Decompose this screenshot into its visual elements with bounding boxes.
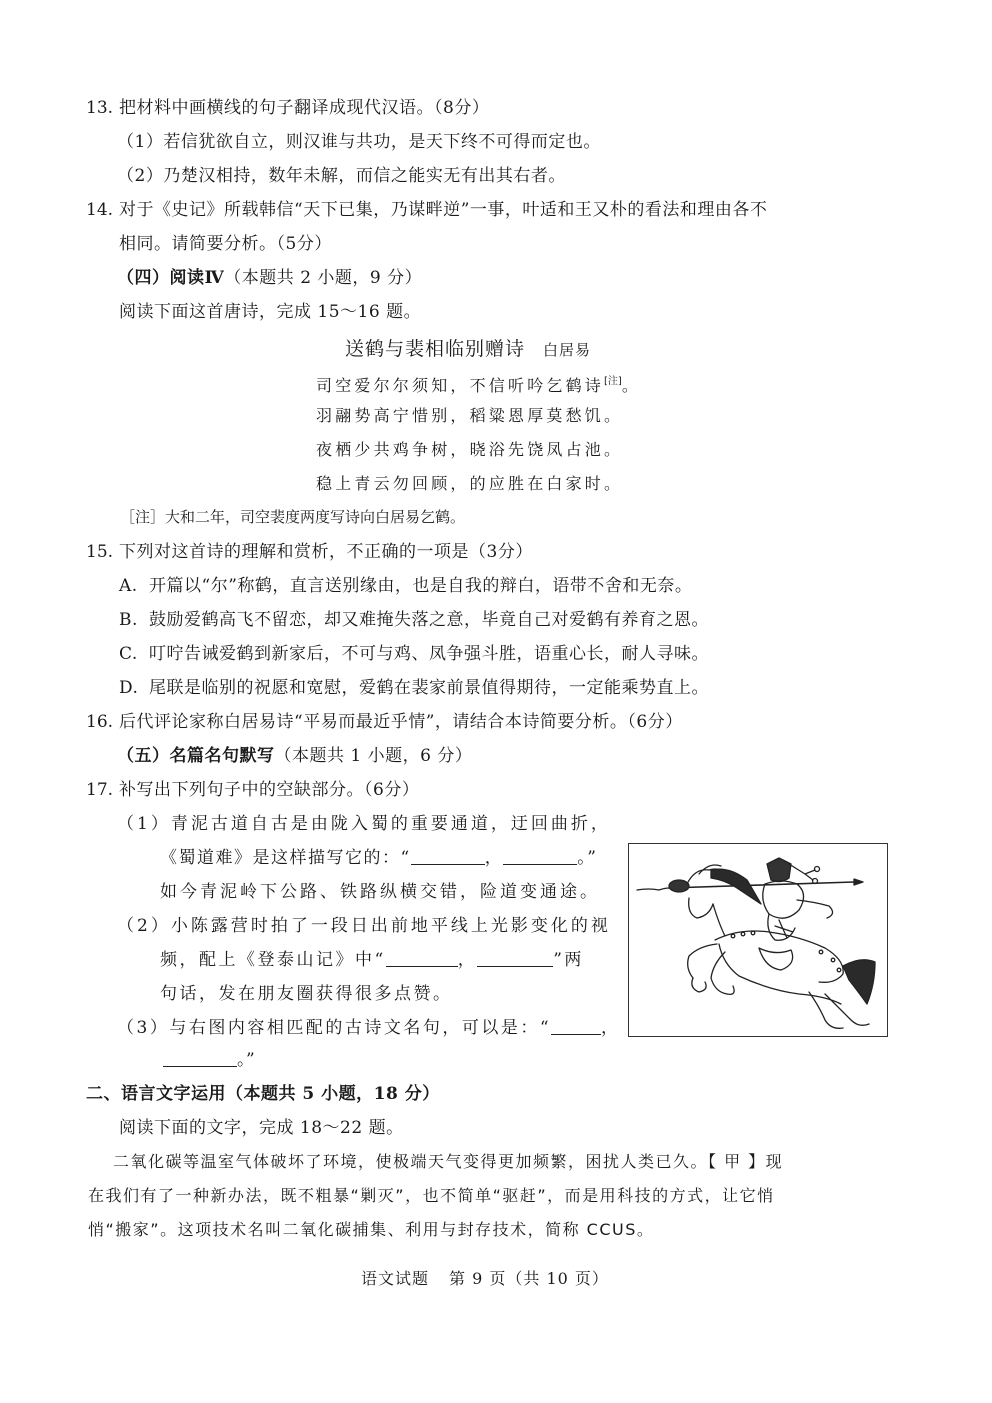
q17-item1-line2-pre: 《蜀道难》是这样描写它的：“ <box>160 848 411 868</box>
q17-item2-end: ”两 <box>553 950 584 970</box>
q17-item2-line1: （2）小陈露营时拍了一段日出前地平线上光影变化的视 <box>117 916 611 936</box>
q17-item1-sep: ， <box>484 848 504 868</box>
question-17-prompt: 补写出下列句子中的空缺部分。（6分） <box>119 780 420 800</box>
question-13-item-1: （1）若信犹欲自立，则汉谁与共功，是天下终不可得而定也。 <box>117 132 601 152</box>
poem-note-marker: [注] <box>604 376 622 387</box>
option-text: 鼓励爱鹤高飞不留恋，却又难掩失落之意，毕竟自己对爱鹤有养育之恩。 <box>149 610 709 630</box>
q17-item1-line3: 如今青泥岭下公路、铁路纵横交错，险道变通途。 <box>160 882 600 902</box>
option-letter: D. <box>119 678 139 698</box>
question-13-prompt: 把材料中画横线的句子翻译成现代汉语。（8分） <box>119 98 490 118</box>
answer-blank[interactable] <box>411 846 485 865</box>
question-15-number: 15. <box>86 542 114 562</box>
option-letter: C. <box>119 644 138 664</box>
question-15-prompt: 下列对这首诗的理解和赏析，不正确的一项是（3分） <box>119 542 533 562</box>
poem-line-1 <box>316 370 641 398</box>
footer-subject: 语文试题 <box>361 1269 430 1288</box>
q17-item1-line2 <box>160 846 597 870</box>
q17-item3-line2-end: 。” <box>237 1050 256 1070</box>
footer-page-number: 第 9 页（共 10 页） <box>449 1269 609 1288</box>
poem-line-3: 夜栖少共鸡争树，晓浴先饶凤占池。 <box>316 440 624 459</box>
poem-line-1-text: 司空爱尔尔须知，不信听吟乞鹤诗 <box>316 376 605 395</box>
question-17-number: 17. <box>86 780 114 800</box>
question-13-item-2: （2）乃楚汉相持，数年未解，而信之能实无有出其右者。 <box>117 166 566 186</box>
section-5-heading-bold: （五）名篇名句默写 <box>117 746 275 766</box>
question-16-number: 16. <box>86 712 114 732</box>
section-4-heading <box>117 266 422 290</box>
section-4-heading-rest: （本题共 2 小题，9 分） <box>224 268 423 288</box>
option-text: 叮咛告诫爱鹤到新家后，不可与鸡、凤争强斗胜，语重心长，耐人寻味。 <box>149 644 709 664</box>
poem-footnote: ［注］大和二年，司空裴度两度写诗向白居易乞鹤。 <box>120 508 466 526</box>
question-16-prompt: 后代评论家称白居易诗“平易而最近乎情”，请结合本诗简要分析。（6分） <box>119 712 683 732</box>
q17-item2-sep: ， <box>457 950 478 970</box>
passage-line-1: 二氧化碳等温室气体破坏了环境，使极端天气变得更加频繁，困扰人类已久。【 甲 】现 <box>113 1152 784 1171</box>
page-footer <box>361 1266 629 1289</box>
section-5-heading <box>117 744 472 768</box>
q17-item2-line2 <box>160 948 584 972</box>
section-5-heading-rest: （本题共 1 小题，6 分） <box>274 746 473 766</box>
q17-item1-end: 。” <box>577 848 598 868</box>
option-text: 尾联是临别的祝愿和宽慰，爱鹤在裴家前景值得期待，一定能乘势直上。 <box>149 678 709 698</box>
question-15-option-d <box>119 676 709 700</box>
poem-line-1-end: 。 <box>621 376 642 395</box>
question-13-number: 13. <box>86 98 114 118</box>
section-4-heading-bold: （四）阅读Ⅳ <box>117 268 225 288</box>
q17-item3-line2 <box>163 1048 255 1072</box>
part-2-heading: 二、语言文字运用（本题共 5 小题，18 分） <box>86 1084 440 1104</box>
answer-blank[interactable] <box>163 1048 237 1067</box>
q17-item2-line3: 句话，发在朋友圈获得很多点赞。 <box>160 984 453 1004</box>
question-15-option-c <box>119 642 709 666</box>
question-14-prompt-line1: 对于《史记》所载韩信“天下已集，乃谋畔逆”一事，叶适和王又朴的看法和理由各不 <box>119 200 768 220</box>
poem-title-row <box>345 336 591 363</box>
horseman-illustration <box>628 843 888 1037</box>
question-14-number: 14. <box>86 200 114 220</box>
answer-blank[interactable] <box>551 1016 601 1035</box>
question-15-option-a <box>119 574 692 598</box>
q17-item3-line1 <box>117 1016 621 1040</box>
answer-blank[interactable] <box>386 948 458 967</box>
section-4-instruction: 阅读下面这首唐诗，完成 15～16 题。 <box>119 302 422 322</box>
part-2-instruction: 阅读下面的文字，完成 18～22 题。 <box>119 1118 404 1138</box>
option-letter: A. <box>119 576 138 596</box>
question-14-prompt-line2: 相同。请简要分析。（5分） <box>119 234 332 254</box>
passage-line-3: 悄“搬家”。这项技术名叫二氧化碳捕集、利用与封存技术，简称 CCUS。 <box>88 1220 655 1239</box>
poem-author: 白居易 <box>543 341 592 359</box>
q17-item2-line2-pre: 频，配上《登泰山记》中“ <box>160 950 386 970</box>
horseman-drawing <box>629 844 887 1036</box>
option-text: 开篇以“尔”称鹤，直言送别缘由，也是自我的辩白，语带不舍和无奈。 <box>149 576 693 596</box>
q17-item3-line1-end: ， <box>601 1018 621 1038</box>
poem-title: 送鹤与裴相临别赠诗 <box>345 338 526 360</box>
poem-line-4: 稳上青云勿回顾，的应胜在白家时。 <box>316 474 624 493</box>
option-letter: B. <box>119 610 138 630</box>
passage-line-2: 在我们有了一种新办法，既不粗暴“剿灭”，也不简单“驱赶”，而是用科技的方式，让它悄 <box>88 1186 775 1205</box>
answer-blank[interactable] <box>503 846 577 865</box>
q17-item1-line1: （1）青泥古道自古是由陇入蜀的重要通道，迂回曲折， <box>117 814 611 834</box>
question-15-option-b <box>119 608 709 632</box>
answer-blank[interactable] <box>477 948 553 967</box>
q17-item3-line1-pre: （3）与右图内容相匹配的古诗文名句，可以是：“ <box>117 1018 552 1038</box>
poem-line-2: 羽翮势高宁惜别，稻粱恩厚莫愁饥。 <box>316 406 624 425</box>
